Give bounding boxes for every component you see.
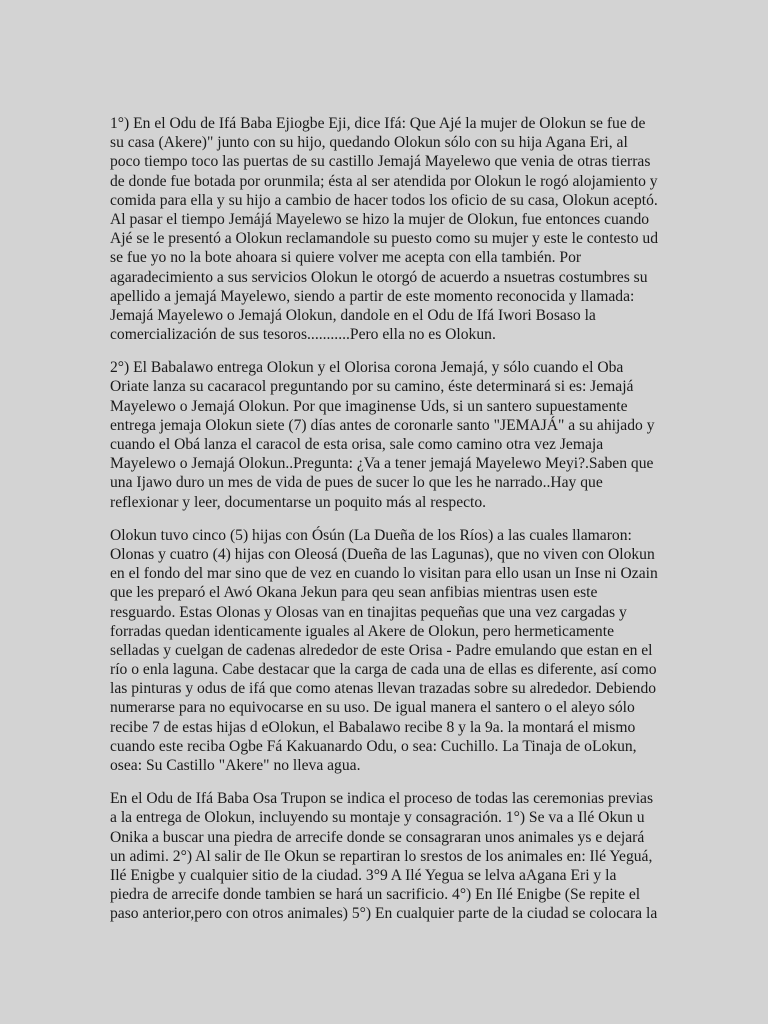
- text-line: comercialización de sus tesoros...........Pero ella no es Olokun.: [110, 326, 496, 344]
- text-line: En el Odu de Ifá Baba Osa Trupon se indica el proceso de todas las ceremonias previas: [110, 790, 654, 808]
- text-line: su casa (Akere)" junto con su hijo, quedando Olokun sólo con su hija Agana Eri, al: [110, 134, 628, 152]
- text-line: apellido a jemajá Mayelewo, siendo a partir de este momento reconocida y llamada:: [110, 287, 635, 305]
- paragraph-1: [110, 114, 658, 344]
- text-line: Mayelewo o Jemajá Olokun..Pregunta: ¿Va a tener jemajá Mayelewo Meyi?.Saben que: [110, 455, 654, 473]
- text-line: agaradecimiento a sus servicios Olokun le otorgó de acuerdo a nsuetras costumbres su: [110, 268, 648, 286]
- text-line: poco tiempo toco las puertas de su castillo Jemajá Mayelewo que venia de otras tierras: [110, 153, 651, 171]
- text-line: una Ijawo duro un mes de vida de pues de sucer lo que les he narrado..Hay que: [110, 474, 603, 492]
- text-line: recibe 7 de estas hijas d eOlokun, el Babalawo recibe 8 y la 9a. la montará el mismo: [110, 718, 636, 736]
- text-line: en el fondo del mar sino que de vez en cuando lo visitan para ello usan un Inse ni Ozain: [110, 565, 658, 583]
- text-line: numerarse para no equivocarse en su uso. De igual manera el santero o el aleyo sólo: [110, 699, 635, 717]
- document-page: [110, 114, 658, 1014]
- text-line: entrega jemaja Olokun siete (7) días antes de coronarle santo "JEMAJÁ" a su ahijado y: [110, 416, 655, 434]
- text-line: Al pasar el tiempo Jemájá Mayelewo se hizo la mujer de Olokun, fue entonces cuando: [110, 210, 650, 228]
- text-line: un adimi. 2°) Al salir de Ile Okun se repartiran lo srestos de los animales en: Ilé Yeguá,: [110, 847, 653, 865]
- text-line: cuando el Obá lanza el caracol de esta orisa, sale como camino otra vez Jemaja: [110, 436, 604, 453]
- text-line: Olokun tuvo cinco (5) hijas con Ósún (La Dueña de los Ríos) a las cuales llamaron:: [110, 526, 632, 544]
- text-line: Olonas y cuatro (4) hijas con Oleosá (Dueña de las Lagunas), que no viven con Olokun: [110, 545, 655, 563]
- text-line: selladas y cuelgan de cadenas alrededor de este Orisa - Padre emulando que estan en el: [110, 641, 653, 659]
- text-line: 1°) En el Odu de Ifá Baba Ejiogbe Eji, dice Ifá: Que Ajé la mujer de Olokun se fue de: [110, 115, 646, 132]
- text-line: cuando este reciba Ogbe Fá Kakuanardo Odu, o sea: Cuchillo. La Tinaja de oLokun,: [110, 737, 637, 755]
- text-line: piedra de arrecife donde tambien se hará un sacrificio. 4°) En Ilé Enigbe (Se repite el: [110, 886, 641, 904]
- text-line: que les preparó el Awó Okana Jekun para qeu sean anfibias mientras usen este: [110, 584, 598, 602]
- text-line: Ilé Enigbe y cualquier sitio de la ciudad. 3°9 A Ilé Yegua se lelva aAgana Eri y la: [110, 866, 617, 884]
- text-line: Oriate lanza su cacaracol preguntando por su camino, éste determinará si es: Jemajá: [110, 378, 634, 396]
- text-line: reflexionar y leer, documentarse un poquito más al respecto.: [110, 493, 487, 511]
- text-line: Onika a buscar una piedra de arrecife donde se consagraran unos animales ys e dejará: [110, 828, 645, 846]
- text-line: Ajé se le presentó a Olokun reclamandole su puesto como su mujer y este le contesto ud: [110, 230, 658, 248]
- text-line: se fue yo no la bote ahoara si quiere volver me acepta con ella también. Por: [110, 249, 582, 267]
- text-line: osea: Su Castillo "Akere" no lleva agua.: [110, 757, 361, 774]
- text-line: las pinturas y odus de ifá que como atenas llevan trazadas sobre su alrededor. Debiendo: [110, 680, 657, 698]
- paragraph-2: [110, 358, 658, 512]
- text-line: Jemajá Mayelewo o Jemajá Olokun, dandole en el Odu de Ifá Iwori Bosaso la: [110, 306, 596, 324]
- paragraph-3: [110, 526, 658, 775]
- text-line: a la entrega de Olokun, incluyendo su montaje y consagración. 1°) Se va a Ilé Okun u: [110, 809, 645, 827]
- text-line: Mayelewo o Jemajá Olokun. Por que imaginense Uds, si un santero supuestamente: [110, 397, 628, 415]
- paragraph-4: [110, 789, 658, 923]
- text-line: forradas quedan identicamente iguales al Akere de Olokun, pero hermeticamente: [110, 622, 614, 640]
- text-line: resguardo. Estas Olonas y Olosas van en tinajitas pequeñas que una vez cargadas y: [110, 603, 627, 621]
- text-line: comida para ella y su hijo a cambio de hacer todos los oficio de su casa, Olokun aceptó.: [110, 191, 658, 209]
- text-line: 2°) El Babalawo entrega Olokun y el Olorisa corona Jemajá, y sólo cuando el Oba: [110, 359, 624, 377]
- text-line: río o enla laguna. Cabe destacar que la carga de cada una de ellas es diferente, así como: [110, 661, 657, 679]
- text-line: paso anterior,pero con otros animales) 5°) En cualquier parte de la ciudad se colocara la: [110, 905, 658, 923]
- text-line: de donde fue botada por orunmila; ésta al ser atendida por Olokun le rogó alojamiento y: [110, 172, 658, 190]
